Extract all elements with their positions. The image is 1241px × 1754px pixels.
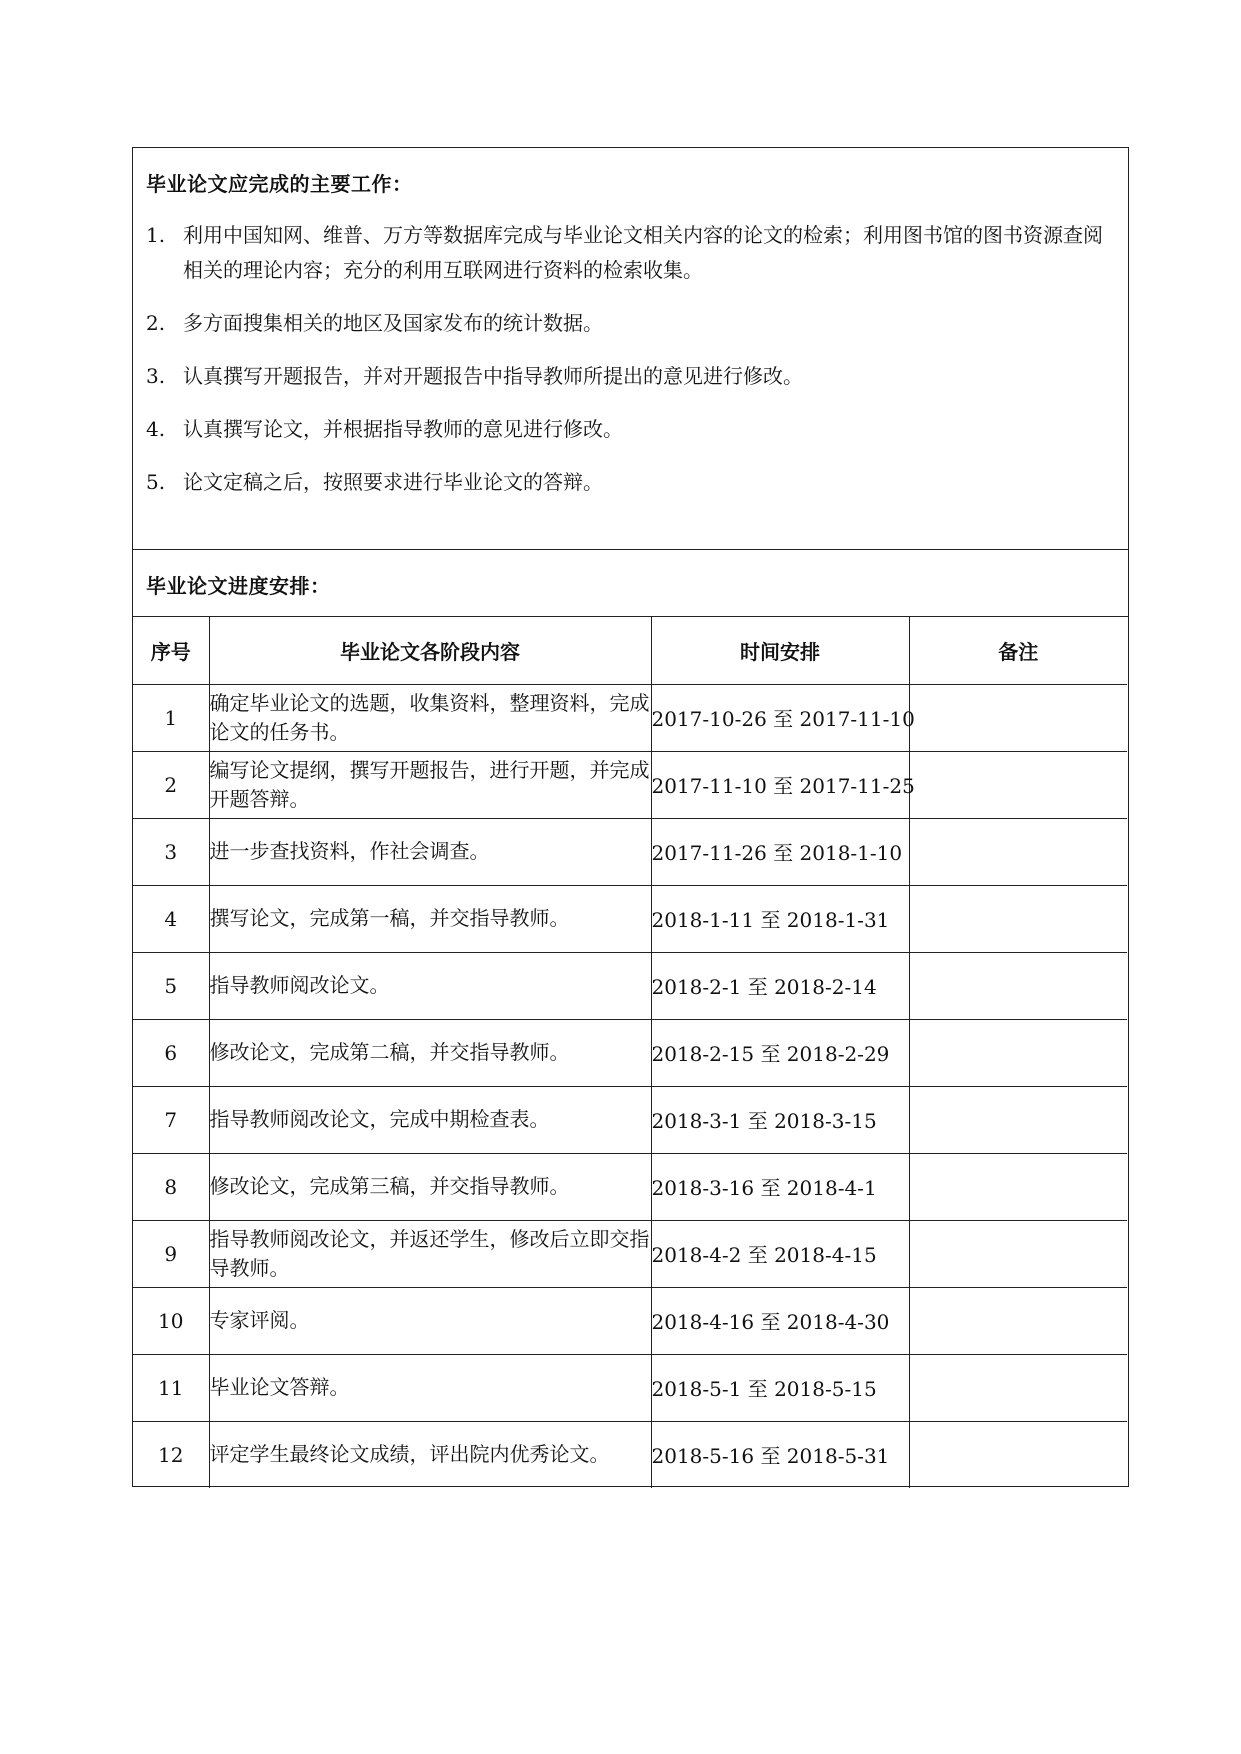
list-item-number: 3. <box>146 364 166 388</box>
row-num: 6 <box>133 1019 209 1086</box>
row-num: 11 <box>133 1354 209 1421</box>
main-work-section <box>133 148 1128 550</box>
list-item-number: 1. <box>146 223 166 247</box>
row-note <box>909 885 1127 952</box>
row-content: 修改论文，完成第三稿，并交指导教师。 <box>209 1153 651 1220</box>
row-content: 指导教师阅改论文，并返还学生，修改后立即交指导教师。 <box>209 1220 651 1287</box>
list-item-number: 5. <box>146 470 166 494</box>
document-frame <box>132 147 1129 1487</box>
row-time: 2018-1-11 至 2018-1-31 <box>651 885 909 952</box>
main-work-title: 毕业论文应完成的主要工作： <box>146 172 413 196</box>
header-content: 毕业论文各阶段内容 <box>209 617 651 684</box>
list-item <box>146 218 1106 288</box>
row-content: 进一步查找资料，作社会调查。 <box>209 818 651 885</box>
row-num: 1 <box>133 684 209 751</box>
table-row <box>133 684 1127 751</box>
table-row <box>133 1354 1127 1421</box>
row-num: 5 <box>133 952 209 1019</box>
row-time: 2017-11-26 至 2018-1-10 <box>651 818 909 885</box>
row-note <box>909 751 1127 818</box>
row-content: 撰写论文，完成第一稿，并交指导教师。 <box>209 885 651 952</box>
schedule-header-section <box>133 550 1128 617</box>
table-row <box>133 1019 1127 1086</box>
row-time: 2017-11-10 至 2017-11-25 <box>651 751 909 818</box>
row-num: 10 <box>133 1287 209 1354</box>
list-item <box>146 359 1106 394</box>
row-note <box>909 1421 1127 1488</box>
row-note <box>909 952 1127 1019</box>
table-row <box>133 1086 1127 1153</box>
row-note <box>909 818 1127 885</box>
row-num: 8 <box>133 1153 209 1220</box>
row-time: 2017-10-26 至 2017-11-10 <box>651 684 909 751</box>
list-item-number: 4. <box>146 417 166 441</box>
row-time: 2018-3-16 至 2018-4-1 <box>651 1153 909 1220</box>
row-time: 2018-2-15 至 2018-2-29 <box>651 1019 909 1086</box>
header-num: 序号 <box>133 617 209 684</box>
row-time: 2018-4-16 至 2018-4-30 <box>651 1287 909 1354</box>
list-item-text: 多方面搜集相关的地区及国家发布的统计数据。 <box>183 311 603 335</box>
table-header-row <box>133 617 1127 684</box>
list-item-text: 认真撰写论文，并根据指导教师的意见进行修改。 <box>183 417 623 441</box>
list-item-text: 认真撰写开题报告，并对开题报告中指导教师所提出的意见进行修改。 <box>183 364 803 388</box>
row-num: 7 <box>133 1086 209 1153</box>
row-num: 4 <box>133 885 209 952</box>
table-row <box>133 1287 1127 1354</box>
row-content: 评定学生最终论文成绩，评出院内优秀论文。 <box>209 1421 651 1488</box>
schedule-title: 毕业论文进度安排： <box>146 574 331 598</box>
header-time: 时间安排 <box>651 617 909 684</box>
row-note <box>909 684 1127 751</box>
table-row <box>133 751 1127 818</box>
list-item <box>146 306 1106 341</box>
list-item-text: 论文定稿之后，按照要求进行毕业论文的答辩。 <box>183 470 603 494</box>
row-note <box>909 1287 1127 1354</box>
row-num: 12 <box>133 1421 209 1488</box>
row-num: 3 <box>133 818 209 885</box>
row-content: 指导教师阅改论文，完成中期检查表。 <box>209 1086 651 1153</box>
table-row <box>133 818 1127 885</box>
row-num: 9 <box>133 1220 209 1287</box>
row-content: 确定毕业论文的选题，收集资料，整理资料，完成论文的任务书。 <box>209 684 651 751</box>
table-row <box>133 1220 1127 1287</box>
list-item-number: 2. <box>146 311 166 335</box>
list-item <box>146 412 1106 447</box>
table-row <box>133 885 1127 952</box>
table-row <box>133 1153 1127 1220</box>
row-time: 2018-5-16 至 2018-5-31 <box>651 1421 909 1488</box>
row-content: 毕业论文答辩。 <box>209 1354 651 1421</box>
list-item <box>146 465 1106 500</box>
row-time: 2018-3-1 至 2018-3-15 <box>651 1086 909 1153</box>
row-time: 2018-4-2 至 2018-4-15 <box>651 1220 909 1287</box>
table-row <box>133 952 1127 1019</box>
row-note <box>909 1086 1127 1153</box>
row-content: 修改论文，完成第二稿，并交指导教师。 <box>209 1019 651 1086</box>
row-content: 编写论文提纲，撰写开题报告，进行开题，并完成开题答辩。 <box>209 751 651 818</box>
row-content: 指导教师阅改论文。 <box>209 952 651 1019</box>
row-num: 2 <box>133 751 209 818</box>
row-time: 2018-5-1 至 2018-5-15 <box>651 1354 909 1421</box>
header-note: 备注 <box>909 617 1127 684</box>
row-note <box>909 1153 1127 1220</box>
table-row <box>133 1421 1127 1488</box>
row-note <box>909 1019 1127 1086</box>
list-item-text: 利用中国知网、维普、万方等数据库完成与毕业论文相关内容的论文的检索；利用图书馆的图书资源查阅相关的理论内容；充分的利用互联网进行资料的检索收集。 <box>183 223 1103 282</box>
row-content: 专家评阅。 <box>209 1287 651 1354</box>
row-note <box>909 1354 1127 1421</box>
main-work-list <box>146 218 1106 518</box>
row-note <box>909 1220 1127 1287</box>
row-time: 2018-2-1 至 2018-2-14 <box>651 952 909 1019</box>
schedule-table <box>133 617 1127 1488</box>
